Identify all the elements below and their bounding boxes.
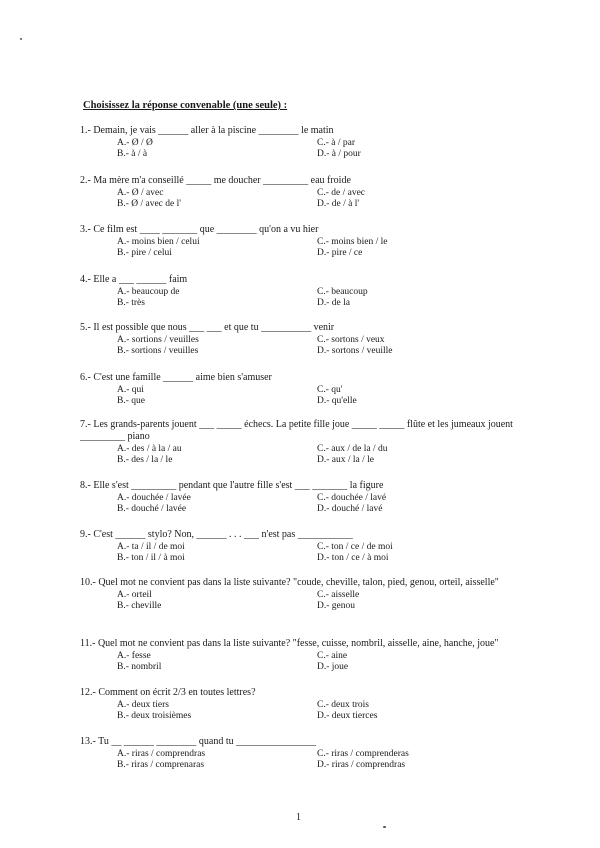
question-9 [80,529,520,564]
option-a: A.- qui [117,385,144,395]
question-5 [80,322,520,357]
page-number: 1 [296,812,301,823]
option-c: C.- qu' [317,385,343,395]
question-stem: 3.- Ce film est ____ _______ que ________ qu'on a vu hier [80,224,319,235]
option-c: C.- deux trois [317,700,369,710]
question-stem: 5.- Il est possible que nous ___ ___ et que tu __________ venir [80,322,335,333]
question-stem: 9.- C'est ______ stylo? Non, ______ . . . ___ n'est pas ___________ [80,529,353,540]
option-b: B.- que [117,396,145,406]
option-d: D.- de / à l' [317,199,360,209]
question-stem: 12.- Comment on écrit 2/3 en toutes lettres? [80,687,256,698]
question-10 [80,577,520,612]
question-2 [80,175,520,210]
option-c: C.- moins bien / le [317,237,388,247]
option-d: D.- pire / ce [317,248,363,258]
question-stem: 11.- Quel mot ne convient pas dans la liste suivante? "fesse, cuisse, nombril, aisselle, aine, hanche, joue" [80,638,499,649]
option-c: C.- de / avec [317,188,366,198]
option-d: D.- deux tierces [317,711,378,721]
question-stem: 7.- Les grands-parents jouent ___ _____ échecs. La petite fille joue _____ _____ flûte et les jumeaux jouent _________ piano [80,419,513,442]
option-b: B.- douché / lavée [117,504,187,514]
question-1 [80,125,520,160]
option-b: B.- très [117,298,145,308]
option-b: B.- Ø / avec de l' [117,199,181,209]
option-b: B.- ton / il / à moi [117,553,185,563]
question-8 [80,480,520,515]
option-b: B.- nombril [117,662,162,672]
question-7 [80,419,520,466]
option-d: D.- riras / comprendras [317,760,406,770]
option-c: C.- douchée / lavé [317,493,387,503]
option-a: A.- beaucoup de [117,287,180,297]
question-stem: 1.- Demain, je vais ______ aller à la piscine ________ le matin [80,125,334,136]
scan-speck [20,38,22,40]
option-d: D.- aux / la / le [317,455,374,465]
question-stem: 8.- Elle s'est _________ pendant que l'autre fille s'est ___ _______ la figure [80,480,384,491]
option-c: C.- aine [317,651,348,661]
question-12 [80,687,520,722]
question-stem: 6.- C'est une famille ______ aime bien s'amuser [80,372,272,383]
question-stem: 2.- Ma mère m'a conseillé _____ me doucher _________ eau froide [80,175,351,186]
question-stem: 4.- Elle a ___ ______ faim [80,274,188,285]
question-stem: 13.- Tu __ ______ ________ quand tu ________________ [80,736,317,747]
option-c: C.- ton / ce / de moi [317,542,393,552]
option-b: B.- deux troisièmes [117,711,192,721]
option-d: D.- à / pour [317,149,361,159]
question-6 [80,372,520,407]
option-c: C.- riras / comprenderas [317,749,409,759]
option-a: A.- Ø / Ø [117,138,153,148]
question-13 [80,736,520,771]
option-c: C.- aisselle [317,590,360,600]
option-b: B.- des / la / le [117,455,173,465]
option-c: C.- aux / de la / du [317,444,388,454]
question-11 [80,638,520,673]
question-3 [80,224,520,259]
option-a: A.- des / à la / au [117,444,182,454]
option-d: D.- douché / lavé [317,504,383,514]
option-d: D.- joue [317,662,349,672]
question-stem: 10.- Quel mot ne convient pas dans la liste suivante? "coude, cheville, talon, pied, genou, orteil, aisselle" [80,577,499,588]
option-a: A.- orteil [117,590,152,600]
option-a: A.- deux tiers [117,700,169,710]
option-d: D.- qu'elle [317,396,357,406]
option-a: A.- fesse [117,651,151,661]
option-d: D.- sortons / veuille [317,346,393,356]
option-b: B.- pire / celui [117,248,172,258]
option-b: B.- sortions / veuilles [117,346,199,356]
option-a: A.- moins bien / celui [117,237,200,247]
option-d: D.- de la [317,298,350,308]
scan-speck [383,826,386,828]
option-a: A.- Ø / avec [117,188,164,198]
option-a: A.- ta / il / de moi [117,542,185,552]
question-4 [80,274,520,309]
option-c: C.- sortons / veux [317,335,385,345]
option-d: D.- genou [317,601,355,611]
option-c: C.- à / par [317,138,355,148]
option-c: C.- beaucoup [317,287,368,297]
option-a: A.- riras / comprendras [117,749,206,759]
option-d: D.- ton / ce / à moi [317,553,389,563]
option-b: B.- à / à [117,149,148,159]
option-b: B.- riras / comprenaras [117,760,205,770]
option-a: A.- douchée / lavée [117,493,191,503]
option-b: B.- cheville [117,601,162,611]
option-a: A.- sortions / veuilles [117,335,199,345]
instructions-heading: Choisissez la réponse convenable (une seule) : [83,100,288,111]
